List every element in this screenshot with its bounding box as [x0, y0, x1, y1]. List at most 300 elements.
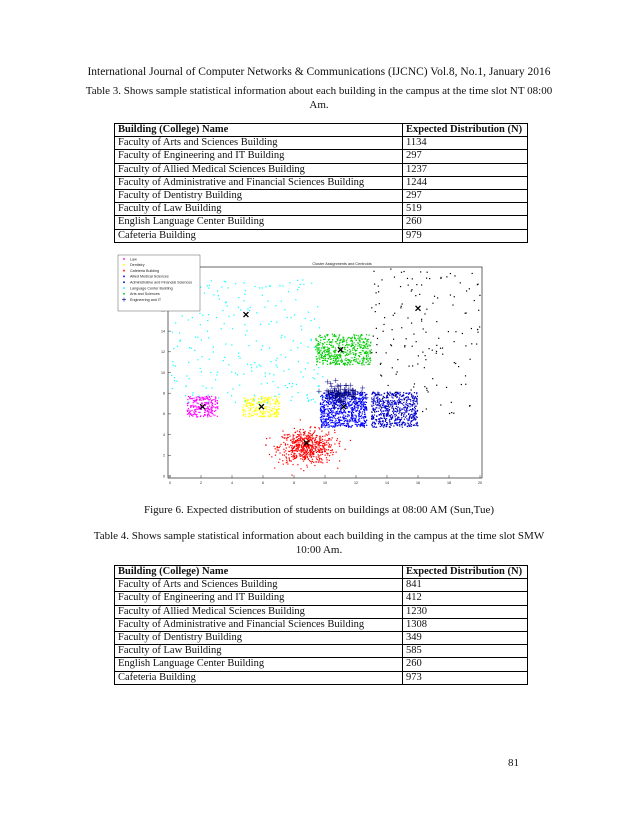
data-point — [311, 452, 312, 453]
data-point — [409, 417, 410, 418]
data-point — [316, 442, 317, 443]
data-point — [275, 305, 276, 306]
data-point — [307, 346, 308, 347]
data-point — [345, 363, 346, 364]
data-point — [367, 364, 368, 365]
data-point — [206, 396, 207, 397]
data-point — [228, 316, 229, 317]
data-point — [311, 283, 312, 284]
data-point — [364, 358, 365, 359]
data-point — [347, 396, 348, 397]
y-tick-label: 12 — [161, 350, 165, 355]
data-point — [320, 408, 321, 409]
data-point — [371, 349, 372, 350]
data-point — [335, 402, 336, 403]
data-point — [379, 419, 380, 420]
building-name-cell: Faculty of Law Building — [115, 203, 403, 216]
data-point — [282, 454, 283, 455]
data-point — [396, 408, 397, 409]
data-point — [432, 303, 433, 304]
data-point — [414, 414, 415, 415]
data-point — [314, 465, 315, 466]
data-point — [326, 344, 327, 345]
data-point — [299, 442, 300, 443]
data-point — [239, 358, 240, 359]
data-point — [340, 420, 341, 421]
data-point — [286, 438, 287, 439]
data-point — [189, 398, 190, 399]
data-point — [282, 285, 283, 286]
data-point — [389, 421, 390, 422]
data-point — [404, 410, 405, 411]
data-point — [321, 431, 322, 432]
data-point — [407, 405, 408, 406]
legend-label: Law — [130, 257, 137, 262]
data-point — [276, 366, 277, 367]
data-point — [309, 456, 310, 457]
data-point — [245, 400, 246, 401]
x-tick-label: 16 — [416, 481, 420, 485]
data-point — [415, 295, 416, 296]
data-point — [269, 286, 270, 287]
data-point — [411, 424, 412, 425]
data-point — [280, 446, 281, 447]
data-point — [465, 384, 466, 385]
data-point — [338, 337, 339, 338]
data-point — [339, 421, 340, 422]
data-point — [293, 340, 294, 341]
data-point — [248, 345, 249, 346]
data-point — [313, 454, 314, 455]
data-point — [353, 409, 354, 410]
data-point — [331, 408, 332, 409]
data-point — [368, 344, 369, 345]
data-point — [380, 410, 381, 411]
data-point — [391, 407, 392, 408]
data-point — [374, 422, 375, 423]
x-tick-label: 8 — [293, 481, 295, 485]
data-point — [314, 318, 315, 319]
data-point — [312, 461, 313, 462]
data-point — [367, 348, 368, 349]
data-point — [391, 329, 392, 330]
data-point — [346, 353, 347, 354]
data-point — [192, 398, 193, 399]
data-point — [320, 335, 321, 336]
data-point — [379, 398, 380, 399]
data-point — [331, 358, 332, 359]
data-point — [302, 442, 303, 443]
data-point — [371, 398, 372, 399]
data-point — [342, 338, 343, 339]
data-point — [214, 415, 215, 416]
data-point — [289, 460, 290, 461]
data-point — [307, 362, 308, 363]
data-point — [286, 462, 287, 463]
data-point — [265, 397, 266, 398]
data-point — [269, 285, 270, 286]
data-point — [289, 458, 290, 459]
data-point — [395, 402, 396, 403]
y-tick-label: 4 — [163, 432, 165, 437]
data-point — [319, 351, 320, 352]
data-point — [232, 388, 233, 389]
data-point — [308, 433, 309, 434]
table3-caption-line2: Am. — [309, 99, 329, 111]
data-point — [350, 338, 351, 339]
data-point — [330, 450, 331, 451]
data-point — [276, 322, 277, 323]
data-point — [277, 415, 278, 416]
data-point — [268, 399, 269, 400]
data-point — [276, 451, 277, 452]
data-point — [371, 411, 372, 412]
journal-header: International Journal of Computer Networks & Communications (IJCNC) Vol.8, No.1, January 2016 — [87, 66, 551, 78]
data-point — [404, 424, 405, 425]
data-point — [213, 351, 214, 352]
data-point — [330, 412, 331, 413]
data-point — [265, 444, 266, 445]
data-point — [320, 437, 321, 438]
data-point — [409, 426, 410, 427]
data-point — [373, 336, 374, 337]
data-point — [394, 400, 395, 401]
data-point — [299, 453, 300, 454]
data-point — [320, 396, 321, 397]
data-point — [335, 412, 336, 413]
data-point — [328, 439, 329, 440]
data-point — [344, 364, 345, 365]
data-point — [328, 353, 329, 354]
data-point — [366, 398, 367, 399]
data-point — [292, 464, 293, 465]
data-point — [292, 445, 293, 446]
data-point — [312, 438, 313, 439]
data-point — [377, 338, 378, 339]
data-point — [285, 385, 286, 386]
data-point — [320, 439, 321, 440]
data-point — [378, 421, 379, 422]
data-point — [301, 441, 302, 442]
data-point — [302, 438, 303, 439]
page-number: 81 — [508, 757, 519, 769]
data-point — [352, 352, 353, 353]
data-point — [411, 394, 412, 395]
data-point — [266, 438, 267, 439]
data-point — [277, 358, 278, 359]
data-point — [193, 406, 194, 407]
x-tick-label: 18 — [447, 481, 451, 485]
building-name-cell: Faculty of Allied Medical Sciences Building — [115, 163, 403, 176]
data-point — [355, 411, 356, 412]
data-point — [320, 340, 321, 341]
data-point — [362, 425, 363, 426]
data-point — [451, 402, 452, 403]
data-point — [329, 426, 330, 427]
data-point — [323, 339, 324, 340]
data-point — [348, 406, 349, 407]
table-row — [115, 579, 528, 592]
data-point — [320, 337, 321, 338]
data-point — [412, 346, 413, 347]
data-point — [247, 405, 248, 406]
data-point — [325, 397, 326, 398]
data-point — [207, 397, 208, 398]
data-point — [469, 405, 470, 406]
data-point — [277, 449, 278, 450]
data-point — [395, 408, 396, 409]
data-point — [438, 338, 439, 339]
data-point — [415, 396, 416, 397]
data-point — [311, 447, 312, 448]
data-point — [318, 357, 319, 358]
data-point — [212, 405, 213, 406]
data-point — [235, 283, 236, 284]
data-point — [261, 402, 262, 403]
data-point — [325, 356, 326, 357]
data-point — [361, 364, 362, 365]
data-point — [299, 440, 300, 441]
data-point — [215, 400, 216, 401]
data-point — [368, 339, 369, 340]
data-point — [239, 385, 240, 386]
data-point — [300, 458, 301, 459]
data-point — [273, 374, 274, 375]
data-point — [188, 362, 189, 363]
data-point — [323, 397, 324, 398]
data-point — [348, 424, 349, 425]
data-point — [315, 349, 316, 350]
data-point — [323, 356, 324, 357]
data-point — [335, 335, 336, 336]
data-point — [405, 407, 406, 408]
data-point — [210, 402, 211, 403]
data-point — [296, 384, 297, 385]
data-point — [318, 456, 319, 457]
data-point — [350, 405, 351, 406]
data-point — [360, 354, 361, 355]
data-point — [352, 425, 353, 426]
data-point — [415, 408, 416, 409]
data-point — [364, 353, 365, 354]
data-point — [341, 412, 342, 413]
data-point — [177, 346, 178, 347]
data-point — [243, 373, 244, 374]
data-point — [365, 404, 366, 405]
data-point — [307, 397, 308, 398]
data-point — [312, 453, 313, 454]
data-point — [409, 425, 410, 426]
data-point — [373, 401, 374, 402]
data-point — [351, 399, 352, 400]
data-point — [316, 452, 317, 453]
data-point — [395, 392, 396, 393]
data-point — [403, 271, 404, 272]
data-point — [308, 400, 309, 401]
data-point — [390, 400, 391, 401]
data-point — [322, 451, 323, 452]
data-point — [354, 409, 355, 410]
data-point — [303, 376, 304, 377]
data-point — [358, 363, 359, 364]
data-point — [324, 350, 325, 351]
data-point — [372, 393, 373, 394]
data-point — [401, 417, 402, 418]
data-point — [218, 295, 219, 296]
data-point — [351, 360, 352, 361]
data-point — [347, 406, 348, 407]
data-point — [349, 399, 350, 400]
data-point — [302, 450, 303, 451]
data-point — [477, 332, 478, 333]
data-point — [312, 454, 313, 455]
data-point — [446, 276, 447, 277]
data-point — [300, 437, 301, 438]
data-point — [250, 409, 251, 410]
data-point — [277, 446, 278, 447]
data-point — [193, 414, 194, 415]
data-point — [426, 390, 427, 391]
data-point — [396, 404, 397, 405]
data-point — [266, 399, 267, 400]
data-point — [436, 321, 437, 322]
data-point — [300, 371, 301, 372]
data-point — [361, 334, 362, 335]
data-point — [321, 421, 322, 422]
data-point — [401, 327, 402, 328]
table-row — [115, 203, 528, 216]
data-point — [348, 337, 349, 338]
data-point — [363, 361, 364, 362]
data-point — [322, 454, 323, 455]
data-point — [225, 343, 226, 344]
data-point — [320, 417, 321, 418]
data-point — [264, 307, 265, 308]
data-point — [308, 452, 309, 453]
data-point — [207, 331, 208, 332]
data-point — [376, 328, 377, 329]
data-point — [328, 442, 329, 443]
data-point — [323, 405, 324, 406]
data-point — [192, 392, 193, 393]
data-point — [358, 424, 359, 425]
legend-marker — [123, 258, 125, 260]
data-point — [366, 420, 367, 421]
data-point — [258, 409, 259, 410]
table-row — [115, 189, 528, 202]
data-point — [417, 396, 418, 397]
data-point — [244, 398, 245, 399]
data-point — [386, 415, 387, 416]
data-point — [321, 414, 322, 415]
data-point — [256, 403, 257, 404]
data-point — [330, 410, 331, 411]
data-point — [324, 413, 325, 414]
data-point — [334, 421, 335, 422]
data-point — [348, 426, 349, 427]
y-tick-label: 6 — [163, 412, 165, 417]
data-point — [347, 421, 348, 422]
data-point — [306, 394, 307, 395]
data-point — [360, 423, 361, 424]
data-point — [326, 449, 327, 450]
data-point — [380, 413, 381, 414]
data-point — [246, 403, 247, 404]
data-point — [268, 411, 269, 412]
data-point — [332, 362, 333, 363]
data-point — [273, 381, 274, 382]
data-point — [396, 422, 397, 423]
data-point — [218, 397, 219, 398]
data-point — [403, 416, 404, 417]
data-point — [414, 401, 415, 402]
data-point — [412, 365, 413, 366]
data-point — [260, 415, 261, 416]
data-point — [400, 420, 401, 421]
data-point — [211, 396, 212, 397]
data-point — [352, 419, 353, 420]
data-point — [357, 345, 358, 346]
data-point — [376, 411, 377, 412]
data-point — [210, 408, 211, 409]
data-point — [240, 309, 241, 310]
data-point — [426, 388, 427, 389]
data-point — [361, 404, 362, 405]
data-point — [399, 421, 400, 422]
data-point — [378, 408, 379, 409]
data-point — [407, 278, 408, 279]
building-name-cell: Faculty of Administrative and Financial Sciences Building — [115, 618, 403, 631]
data-point — [300, 434, 301, 435]
data-point — [272, 410, 273, 411]
data-point — [296, 456, 297, 457]
data-point — [416, 341, 417, 342]
data-point — [370, 342, 371, 343]
data-point — [322, 411, 323, 412]
data-point — [375, 403, 376, 404]
data-point — [297, 451, 298, 452]
data-point — [278, 414, 279, 415]
data-point — [179, 332, 180, 333]
data-point — [376, 405, 377, 406]
data-point — [364, 423, 365, 424]
data-point — [382, 398, 383, 399]
data-point — [331, 399, 332, 400]
data-point — [259, 287, 260, 288]
data-point — [359, 410, 360, 411]
data-point — [300, 468, 301, 469]
data-point — [271, 321, 272, 322]
data-point — [327, 462, 328, 463]
data-point — [280, 354, 281, 355]
data-point — [417, 401, 418, 402]
data-point — [359, 344, 360, 345]
data-point — [251, 403, 252, 404]
data-point — [277, 410, 278, 411]
data-point — [299, 431, 300, 432]
data-point — [202, 385, 203, 386]
data-point — [292, 396, 293, 397]
data-point — [352, 364, 353, 365]
data-point — [293, 439, 294, 440]
data-point — [392, 423, 393, 424]
data-point — [316, 443, 317, 444]
data-point — [402, 403, 403, 404]
data-point — [175, 322, 176, 323]
building-name-cell: Faculty of Engineering and IT Building — [115, 592, 403, 605]
data-point — [274, 406, 275, 407]
data-point — [319, 451, 320, 452]
